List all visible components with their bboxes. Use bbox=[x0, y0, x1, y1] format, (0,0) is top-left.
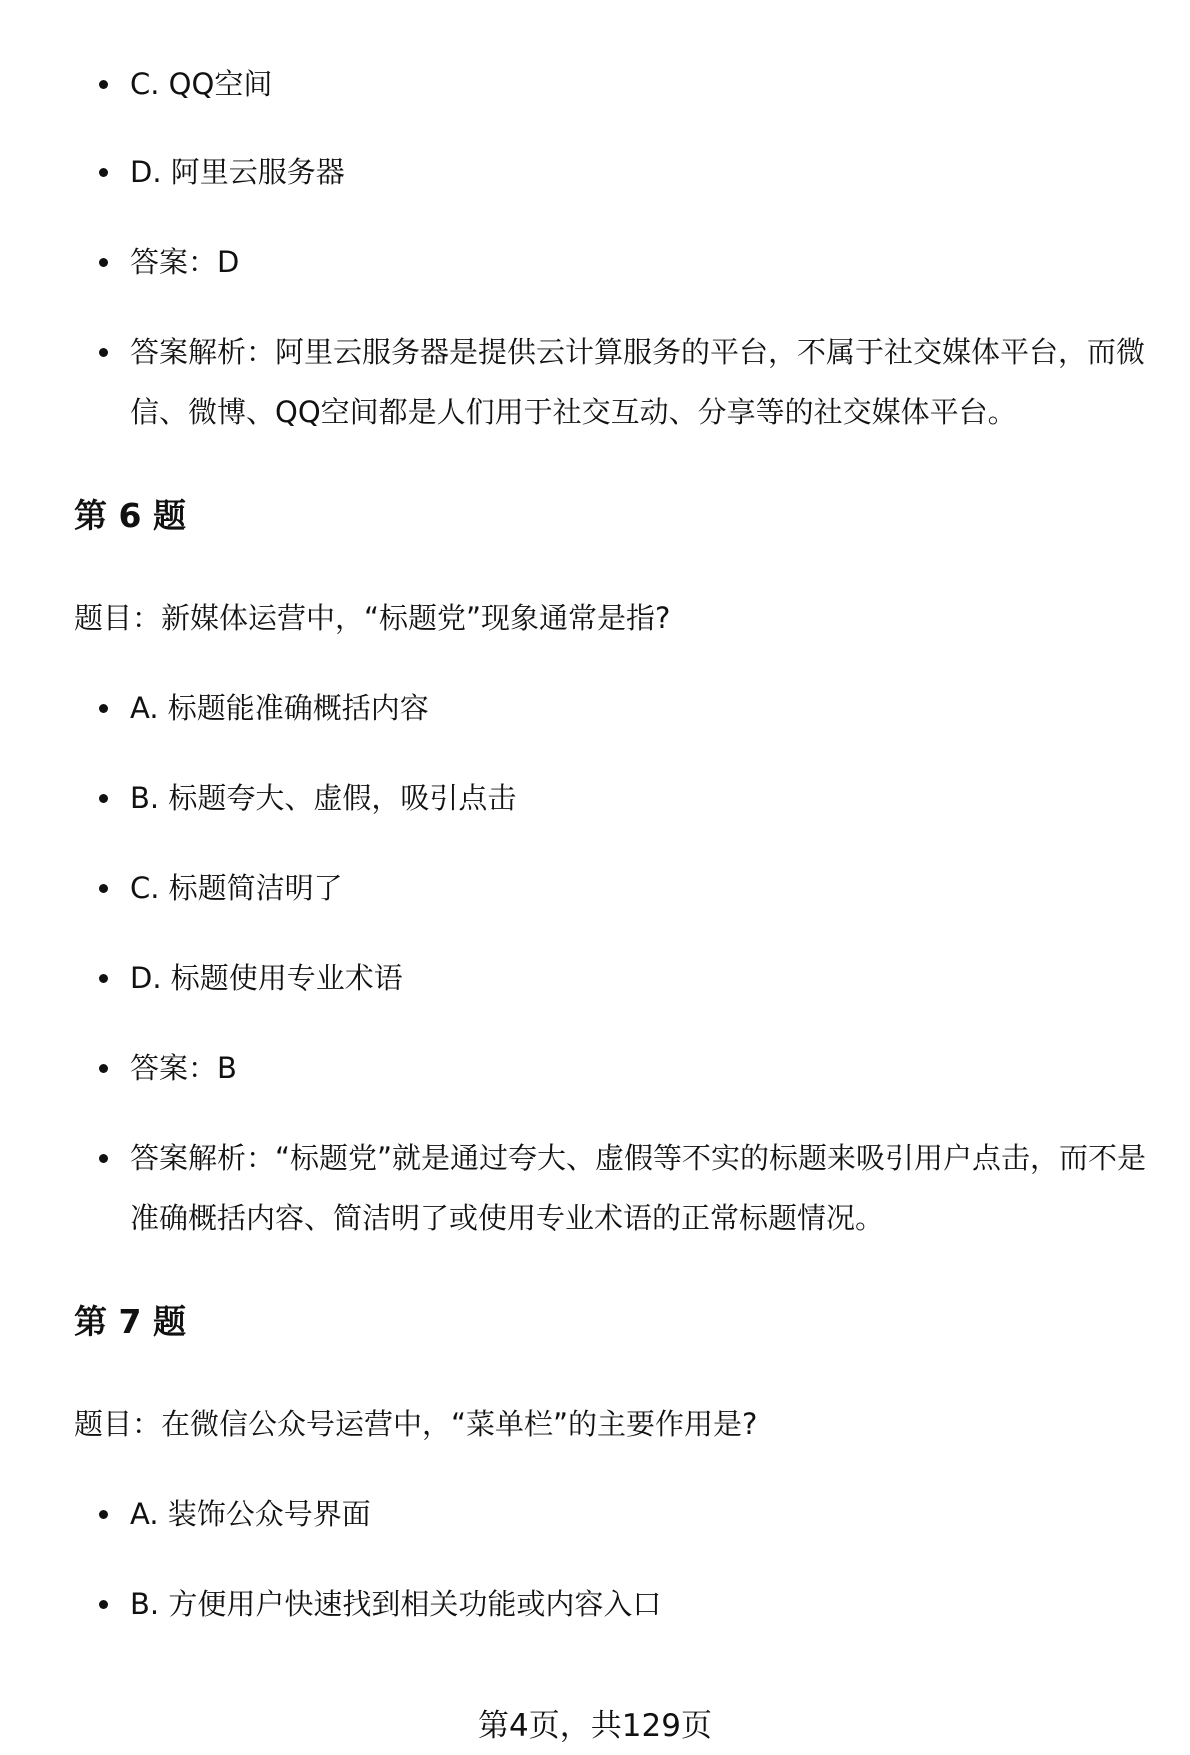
bullet-dot bbox=[99, 974, 108, 983]
list-item bbox=[104, 1484, 1164, 1544]
page-number: 第4页，共129页 bbox=[478, 1708, 712, 1744]
bullet-dot bbox=[99, 794, 108, 803]
option-text: A. 装饰公众号界面 bbox=[130, 1497, 371, 1531]
bullet-dot bbox=[99, 1154, 108, 1163]
question-prompt: 题目：新媒体运营中，“标题党”现象通常是指? bbox=[74, 601, 671, 635]
list-item bbox=[104, 678, 1164, 738]
option-text: C. QQ空间 bbox=[130, 67, 273, 101]
analysis-text: 答案解析：“标题党”就是通过夸大、虚假等不实的标题来吸引用户点击，而不是准确概括内容、简洁明了或使用专业术语的正常标题情况。 bbox=[130, 1141, 1147, 1235]
option-text: D. 阿里云服务器 bbox=[130, 155, 345, 189]
bullet-dot bbox=[99, 1510, 108, 1519]
list-item bbox=[104, 1574, 1164, 1634]
bullet-dot bbox=[99, 704, 108, 713]
list-item bbox=[104, 232, 1164, 292]
list-item bbox=[104, 142, 1164, 202]
list-item bbox=[104, 948, 1164, 1008]
list-item bbox=[104, 1038, 1164, 1098]
option-text: B. 方便用户快速找到相关功能或内容入口 bbox=[130, 1587, 662, 1621]
bullet-dot bbox=[99, 258, 108, 267]
bullet-dot bbox=[99, 1600, 108, 1609]
list-item bbox=[104, 322, 1164, 442]
list-item bbox=[104, 858, 1164, 918]
question-heading: 第 7 题 bbox=[74, 1302, 186, 1341]
bullet-dot bbox=[99, 348, 108, 357]
answer-text: 答案：D bbox=[130, 245, 240, 279]
bullet-dot bbox=[99, 80, 108, 89]
list-item bbox=[104, 1128, 1164, 1248]
bullet-dot bbox=[99, 1064, 108, 1073]
bullet-dot bbox=[99, 884, 108, 893]
answer-text: 答案：B bbox=[130, 1051, 237, 1085]
bullet-dot bbox=[99, 168, 108, 177]
list-item bbox=[104, 54, 1164, 114]
question-prompt: 题目：在微信公众号运营中，“菜单栏”的主要作用是? bbox=[74, 1407, 758, 1441]
analysis-text: 答案解析：阿里云服务器是提供云计算服务的平台，不属于社交媒体平台，而微信、微博、QQ空间都是人们用于社交互动、分享等的社交媒体平台。 bbox=[130, 335, 1146, 429]
option-text: B. 标题夸大、虚假，吸引点击 bbox=[130, 781, 517, 815]
option-text: C. 标题简洁明了 bbox=[130, 871, 343, 905]
question-heading: 第 6 题 bbox=[74, 496, 186, 535]
option-text: D. 标题使用专业术语 bbox=[130, 961, 403, 995]
list-item bbox=[104, 768, 1164, 828]
option-text: A. 标题能准确概括内容 bbox=[130, 691, 429, 725]
